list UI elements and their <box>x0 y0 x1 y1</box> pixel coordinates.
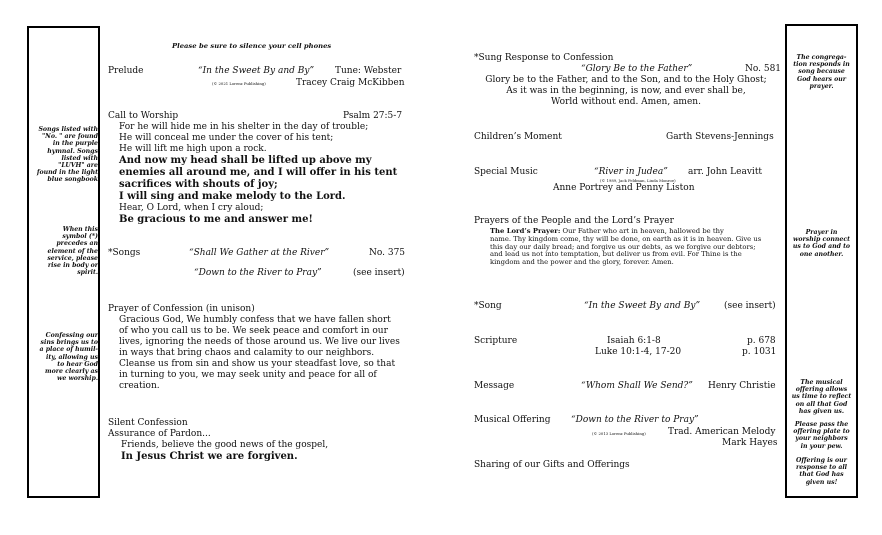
margin-note-line: one another. <box>799 250 844 258</box>
margin-note-line: us time to reflect <box>791 393 852 401</box>
response-line: World without end. Amen, amen. <box>551 97 701 107</box>
ctw-bold-line: And now my head shall be lifted up above my <box>119 155 372 166</box>
left-sidebar-box <box>27 26 100 498</box>
confession-line: lives, ignoring the needs of those around us. We live our lives <box>119 337 400 347</box>
song-1-number: No. 375 <box>369 248 406 258</box>
note-prayer <box>787 229 856 258</box>
call-to-worship-ref: Psalm 27:5-7 <box>343 111 403 121</box>
lords-prayer-line: this day our daily bread; and forgive us our debts, as we forgive our debtors; <box>490 242 756 251</box>
special-music-arranger: arr. John Leavitt <box>688 167 763 177</box>
margin-note-line: offering allows <box>795 386 848 394</box>
response-number: No. 581 <box>745 64 782 74</box>
lords-prayer-line: and lead us not into temptation, but deliver us from evil. For Thine is the <box>490 250 742 259</box>
margin-note-line: "LUVH" are <box>58 162 98 170</box>
confession-line: Cleanse us from sin and show us your steadfast love, so that <box>119 359 396 369</box>
margin-note-line: has given us. <box>798 407 845 415</box>
margin-note-line: spirit. <box>77 269 98 277</box>
margin-note-line: sins brings us to <box>40 339 98 347</box>
margin-note-line: symbol (*) <box>62 233 98 241</box>
ctw-line: He will lift me high upon a rock. <box>119 144 267 154</box>
call-to-worship-label: Call to Worship <box>108 111 179 121</box>
note-confession <box>29 332 98 382</box>
note-songbooks <box>29 126 98 184</box>
lords-prayer-line: name. Thy kingdom come, thy will be done, on earth as it is in heaven. Give us <box>490 234 762 243</box>
note-offering-response <box>787 457 856 486</box>
note-congregation-response <box>787 54 856 90</box>
call-to-worship-text <box>119 122 397 226</box>
margin-note-line: a place of humil- <box>39 346 98 354</box>
margin-note-line: Offering is our <box>796 457 847 464</box>
assurance-bold: In Jesus Christ we are forgiven. <box>121 451 298 462</box>
special-music-copyright: (© 1989, Jack Feldman, Linda Monroe) <box>600 178 676 183</box>
margin-note-line: more clearly as <box>45 368 98 376</box>
margin-note-line: hymnal. Songs <box>47 147 98 155</box>
assurance-line: Friends, believe the good news of the gospel, <box>121 440 329 450</box>
ctw-bold-line: enemies all around me, and I will offer in his tent <box>119 167 398 178</box>
margin-note-line: your neighbors <box>795 435 848 443</box>
lords-prayer-text <box>490 228 761 267</box>
song-2-title: “Down to the River to Pray” <box>194 268 322 278</box>
margin-note-line: on all that God <box>795 400 848 408</box>
lords-prayer-line-1: Our Father who art in heaven, hallowed be thy <box>560 227 724 235</box>
message-speaker: Henry Christie <box>708 381 776 391</box>
lords-prayer-line: kingdom and the power and the glory, forever. Amen. <box>490 258 674 267</box>
musical-offering-title: “Down to the River to Pray” <box>571 415 699 425</box>
note-musical-offering <box>787 379 856 415</box>
confession-line: in ways that bring chaos and calamity to our neighbors. <box>119 348 375 358</box>
cell-phone-notice: Please be sure to silence your cell phones <box>172 42 332 50</box>
song-2-note: (see insert) <box>353 268 405 278</box>
margin-note-line: element of the <box>47 247 98 255</box>
margin-note-line: we worship. <box>57 375 98 383</box>
special-music-label: Special Music <box>474 167 538 177</box>
margin-note-line: blue songbook <box>47 176 98 184</box>
message-title: “Whom Shall We Send?” <box>581 381 693 391</box>
confession-text <box>119 315 405 392</box>
message-label: Message <box>474 381 515 391</box>
special-music-performers: Anne Portrey and Penny Liston <box>553 183 695 193</box>
lords-prayer-label: The Lord’s Prayer: <box>490 227 561 235</box>
confession-line: of who you call us to be. We seek peace and comfort in our <box>119 326 388 336</box>
margin-note-line: Confessing our <box>45 332 98 339</box>
song-title: “In the Sweet By and By” <box>584 301 701 311</box>
song-1-title: “Shall We Gather at the River” <box>189 248 330 258</box>
note-rise-symbol <box>29 226 98 276</box>
silent-confession-label: Silent Confession <box>108 418 188 428</box>
confession-line: in turning to you, we may seek unity and peace for all of <box>119 370 377 380</box>
scripture-page-1: p. 678 <box>747 336 776 346</box>
musical-offering-copyright: (© 2013 Lorenz Publishing) <box>592 431 646 436</box>
prelude-tune: Tune: Webster <box>335 66 402 76</box>
ctw-bold-final: Be gracious to me and answer me! <box>119 214 313 225</box>
assurance-label: Assurance of Pardon... <box>108 429 211 439</box>
confession-line: creation. <box>119 381 160 391</box>
margin-note-line: in the purple <box>52 140 98 148</box>
musical-offering-arranger: Mark Hayes <box>722 438 778 448</box>
margin-note-line: God hears our <box>796 75 847 83</box>
margin-note-line: response to all <box>795 464 848 472</box>
scripture-ref-1: Isaiah 6:1-8 <box>607 336 661 346</box>
childrens-moment-label: Children’s Moment <box>474 132 562 142</box>
margin-note-line: in your pew. <box>800 442 843 450</box>
margin-note-line: song because <box>798 68 845 76</box>
margin-note-line: worship connect <box>793 236 850 244</box>
sharing-gifts-label: Sharing of our Gifts and Offerings <box>474 460 630 470</box>
prelude-copyright: (© 2021 Lorenz Publishing) <box>212 81 266 86</box>
margin-note-line: us to God and to <box>792 243 851 251</box>
margin-note-line: given us! <box>805 478 838 486</box>
scripture-label: Scripture <box>474 336 518 346</box>
margin-note-line: Songs listed with <box>38 126 98 133</box>
prelude-arranger: Tracey Craig McKibben <box>296 78 405 88</box>
ctw-bold-line: I will sing and make melody to the Lord. <box>119 191 346 202</box>
response-line: Glory be to the Father, and to the Son, and to the Holy Ghost; <box>485 75 767 85</box>
margin-note-line: service, please <box>47 254 98 262</box>
margin-note-line: that God has <box>799 471 844 479</box>
childrens-moment-leader: Garth Stevens-Jennings <box>666 132 774 142</box>
margin-note-line: "No. " are found <box>41 133 98 141</box>
song-label: *Song <box>474 301 502 311</box>
margin-note-line: offering plate to <box>793 428 850 436</box>
confession-line: Gracious God, We humbly confess that we have fallen short <box>119 315 391 325</box>
margin-note-line: rise in body or <box>47 262 98 270</box>
song-note: (see insert) <box>724 301 776 311</box>
margin-note-line: ity, allowing us <box>46 353 98 361</box>
special-music-title: “River in Judea” <box>594 167 668 177</box>
margin-note-line: to hear God <box>57 360 98 368</box>
ctw-bold-line: sacrifices with shouts of joy; <box>119 179 278 190</box>
margin-note-line: The congrega- <box>796 54 847 61</box>
margin-note-line: The musical <box>800 379 843 386</box>
scripture-ref-2: Luke 10:1-4, 17-20 <box>595 347 682 357</box>
ctw-line: He will conceal me under the cover of his tent; <box>119 133 334 143</box>
note-offering-plate <box>787 421 856 450</box>
margin-note-line: found in the light <box>36 169 98 177</box>
response-title: “Glory Be to the Father” <box>581 64 693 74</box>
musical-offering-label: Musical Offering <box>474 415 551 425</box>
scripture-page-2: p. 1031 <box>742 347 777 357</box>
musical-offering-tune: Trad. American Melody <box>668 427 776 437</box>
margin-note-line: precedes an <box>56 240 98 248</box>
right-sidebar-box <box>785 24 858 498</box>
margin-note-line: tion responds in <box>793 61 850 69</box>
margin-note-line: prayer. <box>809 82 834 90</box>
prelude-label: Prelude <box>108 66 144 76</box>
response-line: As it was in the beginning, is now, and ever shall be, <box>506 86 746 96</box>
response-label: *Sung Response to Confession <box>474 53 614 63</box>
margin-note-line: listed with <box>61 154 98 162</box>
margin-note-line: When this <box>62 226 98 233</box>
songs-label: *Songs <box>108 248 141 258</box>
ctw-line: For he will hide me in his shelter in the day of trouble; <box>119 122 369 132</box>
ctw-line: Hear, O Lord, when I cry aloud; <box>119 203 264 213</box>
margin-note-line: Please pass the <box>794 421 849 428</box>
prelude-title: “In the Sweet By and By” <box>198 66 315 76</box>
prayers-label: Prayers of the People and the Lord’s Prayer <box>474 216 674 226</box>
margin-note-line: Prayer in <box>805 229 838 236</box>
confession-label: Prayer of Confession (in unison) <box>108 304 255 314</box>
